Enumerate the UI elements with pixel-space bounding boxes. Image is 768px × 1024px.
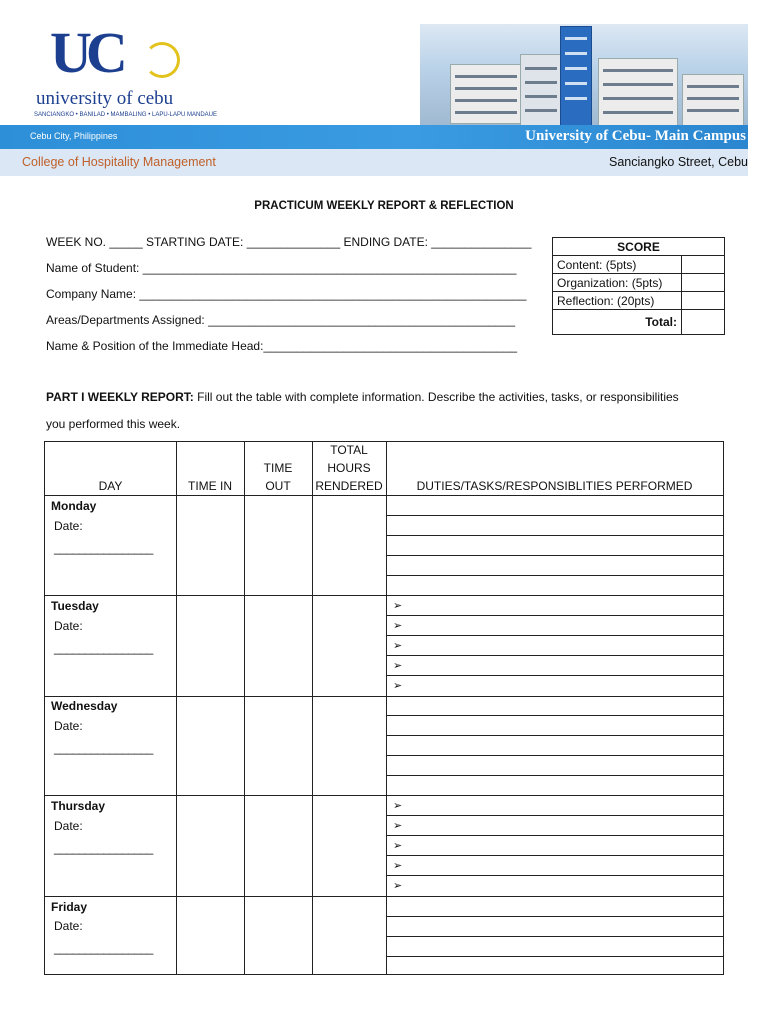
col-total-1: TOTAL xyxy=(330,443,368,457)
week-dates-field[interactable]: WEEK NO. _____ STARTING DATE: ______________ ENDING DATE: _______________ xyxy=(46,235,532,249)
col-duties: DUTIES/TASKS/RESPONSIBLITIES PERFORMED xyxy=(416,479,693,493)
tuesday-date-label: Date: xyxy=(54,619,83,633)
logo-mark: UC xyxy=(50,20,122,85)
part1-label: PART I WEEKLY REPORT: xyxy=(46,390,194,404)
score-reflection-cell[interactable] xyxy=(682,292,725,310)
wednesday-date-field[interactable]: ________________ xyxy=(54,741,153,755)
bullet-arrow-icon: ➢ xyxy=(393,640,403,652)
logo-swoosh-icon xyxy=(144,42,180,78)
friday-date-label: Date: xyxy=(54,919,83,933)
col-total-2: HOURS xyxy=(327,461,371,475)
bullet-arrow-icon: ➢ xyxy=(393,840,403,852)
bullet-arrow-icon: ➢ xyxy=(393,600,403,612)
score-reflection-label: Reflection: (20pts) xyxy=(553,292,682,310)
company-name-field[interactable]: Company Name: __________________________________________________________ xyxy=(46,287,527,301)
immediate-head-field[interactable]: Name & Position of the Immediate Head:______________________________________ xyxy=(46,339,518,353)
part1-instruction xyxy=(46,390,679,404)
university-name: university of cebu xyxy=(36,88,174,109)
bullet-arrow-icon: ➢ xyxy=(393,860,403,872)
campus-name: University of Cebu- Main Campus xyxy=(525,128,746,144)
student-name-field[interactable]: Name of Student: ________________________________________________________ xyxy=(46,261,517,275)
score-total-label: Total: xyxy=(553,310,682,335)
score-content-label: Content: (5pts) xyxy=(553,256,682,274)
day-monday: Monday xyxy=(51,499,97,513)
bullet-arrow-icon: ➢ xyxy=(393,620,403,632)
campus-building-photo xyxy=(420,24,748,126)
score-heading: SCORE xyxy=(553,238,725,256)
departments-field[interactable]: Areas/Departments Assigned: ______________________________________________ xyxy=(46,313,516,327)
street-address: Sanciangko Street, Cebu xyxy=(609,155,748,169)
tuesday-date-field[interactable]: ________________ xyxy=(54,641,153,655)
day-thursday: Thursday xyxy=(51,799,106,813)
bullet-arrow-icon: ➢ xyxy=(393,880,403,892)
campus-list: SANCIANGKO • BANILAD • MAMBALING • LAPU-LAPU MANDAUE xyxy=(34,112,218,118)
weekly-report-table xyxy=(44,441,724,975)
score-total-cell[interactable] xyxy=(682,310,725,335)
monday-date-field[interactable]: ________________ xyxy=(54,541,153,555)
bullet-arrow-icon: ➢ xyxy=(393,800,403,812)
score-organization-cell[interactable] xyxy=(682,274,725,292)
col-total-3: RENDERED xyxy=(315,479,383,493)
col-day: DAY xyxy=(98,479,123,493)
college-name: College of Hospitality Management xyxy=(22,155,216,169)
location-text: Cebu City, Philippines xyxy=(30,131,118,141)
thursday-date-label: Date: xyxy=(54,819,83,833)
part1-text: Fill out the table with complete information. Describe the activities, tasks, or responsibilities xyxy=(193,390,679,404)
university-logo xyxy=(34,20,218,118)
bullet-arrow-icon: ➢ xyxy=(393,820,403,832)
thursday-date-field[interactable]: ________________ xyxy=(54,841,153,855)
day-wednesday: Wednesday xyxy=(51,699,118,713)
wednesday-date-label: Date: xyxy=(54,719,83,733)
day-friday: Friday xyxy=(51,900,88,914)
day-tuesday: Tuesday xyxy=(51,599,99,613)
col-time-out-1: TIME xyxy=(263,461,293,475)
score-organization-label: Organization: (5pts) xyxy=(553,274,682,292)
page-title: PRACTICUM WEEKLY REPORT & REFLECTION xyxy=(254,200,514,212)
col-time-out-2: OUT xyxy=(265,479,291,493)
bullet-arrow-icon: ➢ xyxy=(393,660,403,672)
bullet-arrow-icon: ➢ xyxy=(393,680,403,692)
friday-date-field[interactable]: ________________ xyxy=(54,941,153,955)
score-box xyxy=(552,237,725,335)
part1-instruction-cont: you performed this week. xyxy=(46,417,181,431)
score-content-cell[interactable] xyxy=(682,256,725,274)
monday-date-label: Date: xyxy=(54,519,83,533)
col-time-in: TIME IN xyxy=(188,479,232,493)
